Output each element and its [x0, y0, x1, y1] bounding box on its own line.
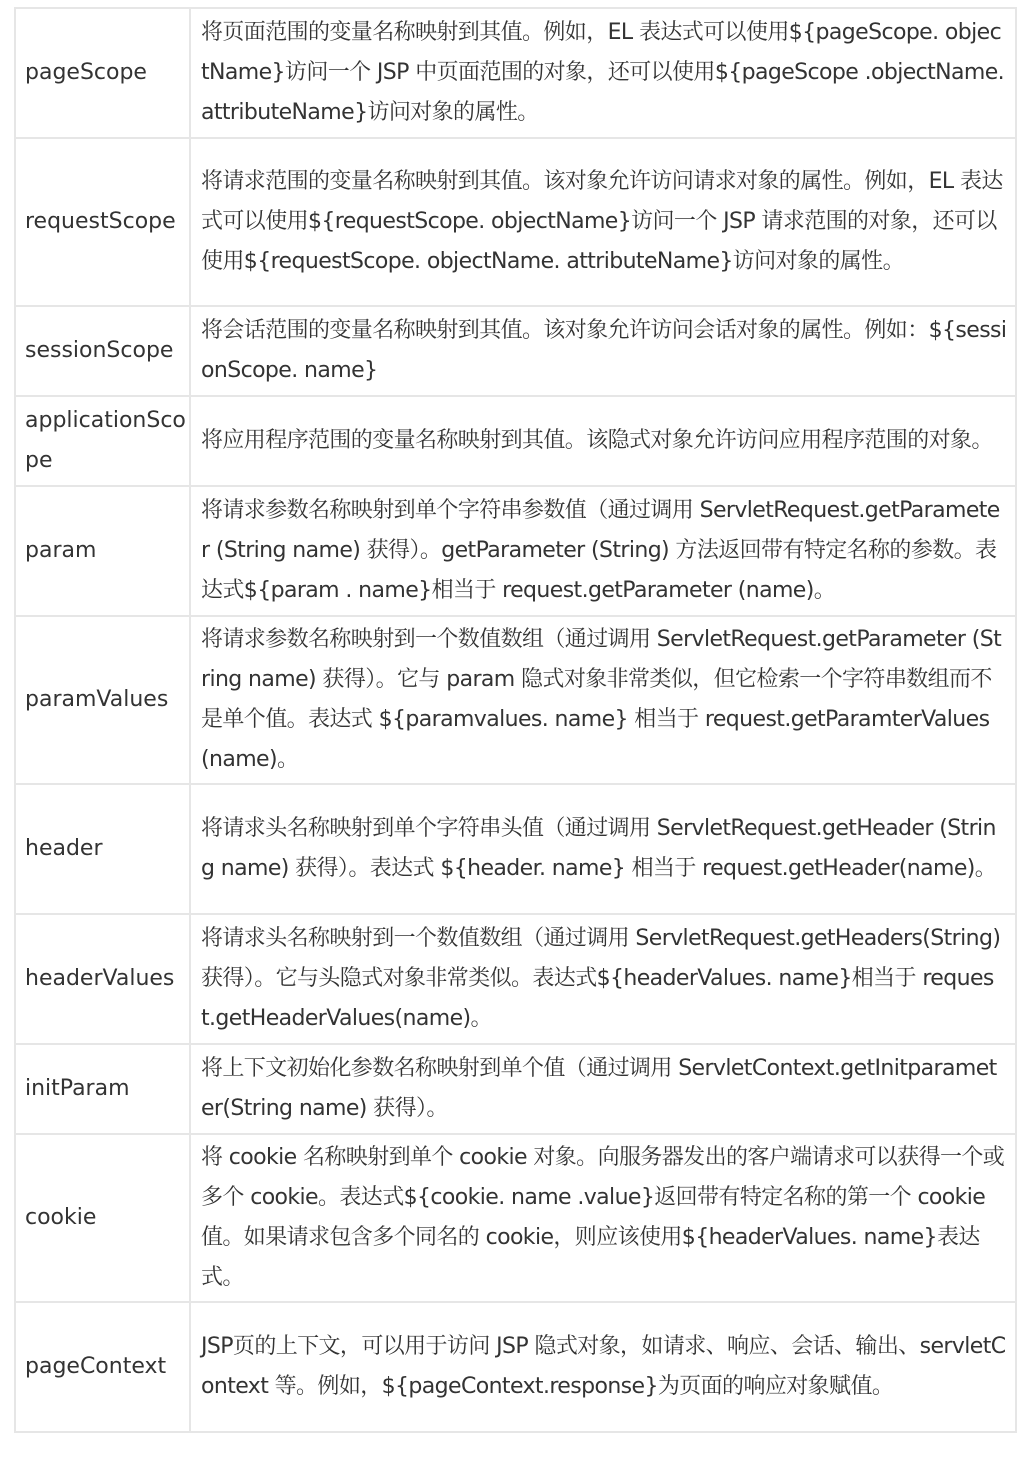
table-row	[15, 396, 1016, 486]
table-row	[15, 138, 1016, 306]
object-description-cell: 将应用程序范围的变量名称映射到其值。该隐式对象允许访问应用程序范围的对象。	[190, 396, 1016, 486]
object-name-cell: initParam	[15, 1044, 190, 1134]
object-description-cell: 将请求范围的变量名称映射到其值。该对象允许访问请求对象的属性。例如，EL 表达式可以使用${requestScope. objectName}访问一个 JSP 请求范围的对象，还可以使用${requestScope. objectName. attributeName}访问对象的属性。	[190, 138, 1016, 306]
table-row	[15, 1134, 1016, 1302]
table-row	[15, 914, 1016, 1044]
table-row	[15, 616, 1016, 784]
object-description-cell: 将请求参数名称映射到一个数值数组（通过调用 ServletRequest.getParameter (String name) 获得）。它与 param 隐式对象非常类似，但它检索一个字符串数组而不是单个值。表达式 ${paramvalues. name} 相当于 request.getParamterValues(name)。	[190, 616, 1016, 784]
implicit-objects-table	[14, 7, 1017, 1433]
object-name-cell: headerValues	[15, 914, 190, 1044]
object-description-cell: 将 cookie 名称映射到单个 cookie 对象。向服务器发出的客户端请求可以获得一个或多个 cookie。表达式${cookie. name .value}返回带有特定名称的第一个 cookie 值。如果请求包含多个同名的 cookie，则应该使用${headerValues. name}表达式。	[190, 1134, 1016, 1302]
object-name-cell: paramValues	[15, 616, 190, 784]
table-row	[15, 486, 1016, 616]
table-row	[15, 8, 1016, 138]
table-row	[15, 1302, 1016, 1432]
object-name-cell: pageScope	[15, 8, 190, 138]
object-name-cell: cookie	[15, 1134, 190, 1302]
implicit-objects-table-container	[14, 7, 1017, 1433]
object-description-cell: 将请求头名称映射到一个数值数组（通过调用 ServletRequest.getHeaders(String) 获得）。它与头隐式对象非常类似。表达式${headerValues. name}相当于 request.getHeaderValues(name)。	[190, 914, 1016, 1044]
object-description-cell: 将页面范围的变量名称映射到其值。例如，EL 表达式可以使用${pageScope. objectName}访问一个 JSP 中页面范围的对象，还可以使用${pageScope .objectName. attributeName}访问对象的属性。	[190, 8, 1016, 138]
table-row	[15, 306, 1016, 396]
object-name-cell: applicationScope	[15, 396, 190, 486]
object-description-cell: 将请求参数名称映射到单个字符串参数值（通过调用 ServletRequest.getParameter (String name) 获得）。getParameter (String) 方法返回带有特定名称的参数。表达式${param . name}相当于 request.getParameter (name)。	[190, 486, 1016, 616]
object-description-cell: 将会话范围的变量名称映射到其值。该对象允许访问会话对象的属性。例如：${sessionScope. name}	[190, 306, 1016, 396]
table-row	[15, 1044, 1016, 1134]
table-row	[15, 784, 1016, 914]
object-name-cell: sessionScope	[15, 306, 190, 396]
object-name-cell: requestScope	[15, 138, 190, 306]
object-description-cell: JSP页的上下文，可以用于访问 JSP 隐式对象，如请求、响应、会话、输出、servletContext 等。例如，${pageContext.response}为页面的响应对象赋值。	[190, 1302, 1016, 1432]
object-name-cell: header	[15, 784, 190, 914]
object-name-cell: pageContext	[15, 1302, 190, 1432]
object-description-cell: 将上下文初始化参数名称映射到单个值（通过调用 ServletContext.getInitparameter(String name) 获得）。	[190, 1044, 1016, 1134]
object-description-cell: 将请求头名称映射到单个字符串头值（通过调用 ServletRequest.getHeader (String name) 获得）。表达式 ${header. name} 相当于 request.getHeader(name)。	[190, 784, 1016, 914]
object-name-cell: param	[15, 486, 190, 616]
